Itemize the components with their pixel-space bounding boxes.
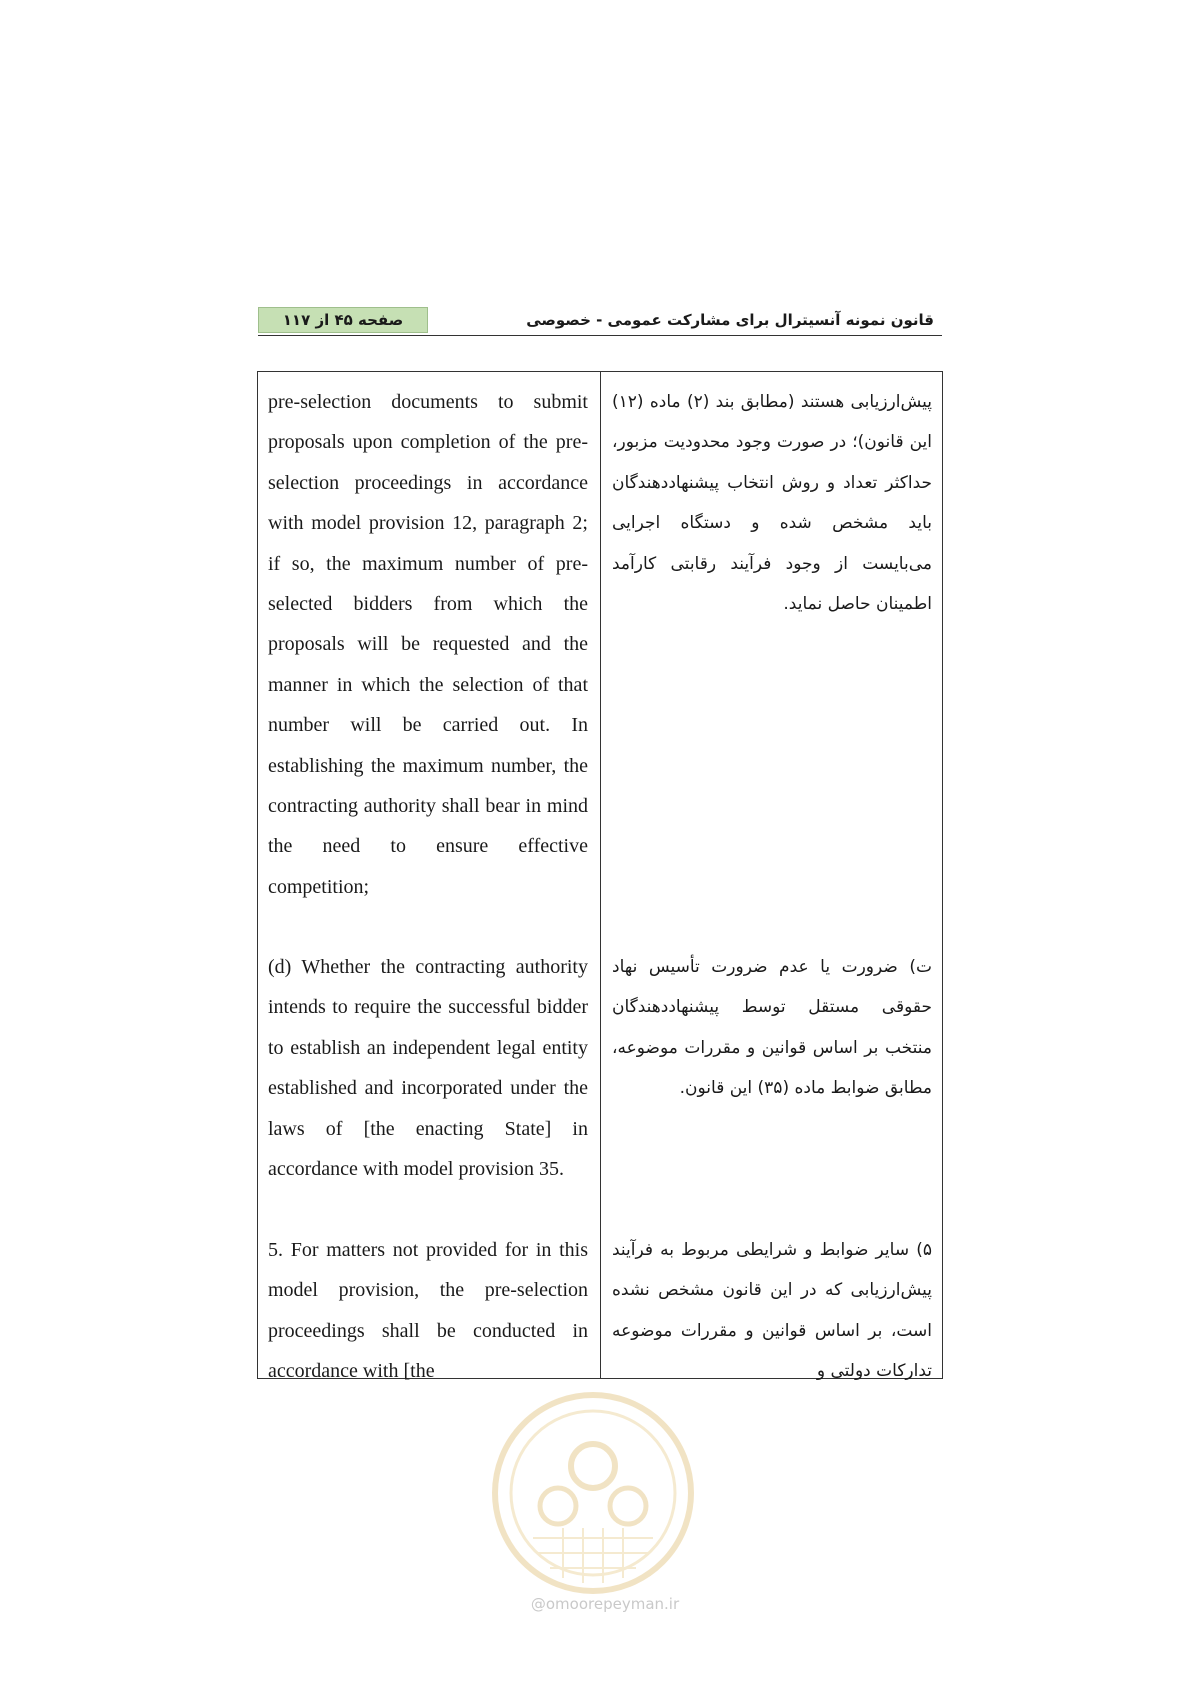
watermark-site-text: @omoorepeyman.ir <box>530 1595 680 1613</box>
persian-paragraph: ۵) سایر ضوابط و شرایطی مربوط به فرآیند پیش‌ارزیابی که در این قانون مشخص نشده است، بر اساس قوانین و مقررات موضوعه تدارکات دولتی و <box>612 1240 932 1382</box>
english-paragraph: pre-selection documents to submit proposals upon completion of the pre-selection proceedings in accordance with model provision 12, paragraph 2; if so, the maximum number of pre-selected bidders from which the proposals will be requested and the manner in which the selection of that number will be carried out. In establishing the maximum number, the contracting authority shall bear in mind the need to ensure effective competition; <box>268 391 588 898</box>
persian-paragraph: ت) ضرورت یا عدم ضرورت تأسیس نهاد حقوقی مستقل توسط پیشنهاددهندگان منتخب بر اساس قوانین و مقررات موضوعه، مطابق ضوابط ماده (۳۵) این قانون. <box>612 957 932 1099</box>
english-paragraph: 5. For matters not provided for in this model provision, the pre-selection proceedings shall be conducted in accordance with [the <box>268 1239 588 1383</box>
persian-paragraph: پیش‌ارزیابی هستند (مطابق بند (۲) ماده (۱۲) این قانون)؛ در صورت وجود محدودیت مزبور، حداکثر تعداد و روش انتخاب پیشنهاددهندگان باید مشخص شده و دستگاه اجرایی می‌بایست از وجود فرآیند رقابتی کارآمد اطمینان حاصل نماید. <box>612 392 932 615</box>
english-column <box>268 382 588 1383</box>
document-title: قانون نمونه آنسیترال برای مشارکت عمومی - خصوصی <box>526 311 934 329</box>
bilingual-table <box>257 371 943 1383</box>
page-number-badge: صفحه ۴۵ از ۱۱۷ <box>258 307 428 333</box>
watermark-logo-icon <box>488 1388 698 1598</box>
persian-column <box>612 382 932 1382</box>
page-header <box>258 307 942 336</box>
column-divider <box>600 372 601 1378</box>
english-paragraph: (d) Whether the contracting authority intends to require the successful bidder to establish an independent legal entity established and incorporated under the laws of [the enacting State] in accordance with model provision 35. <box>268 956 588 1181</box>
